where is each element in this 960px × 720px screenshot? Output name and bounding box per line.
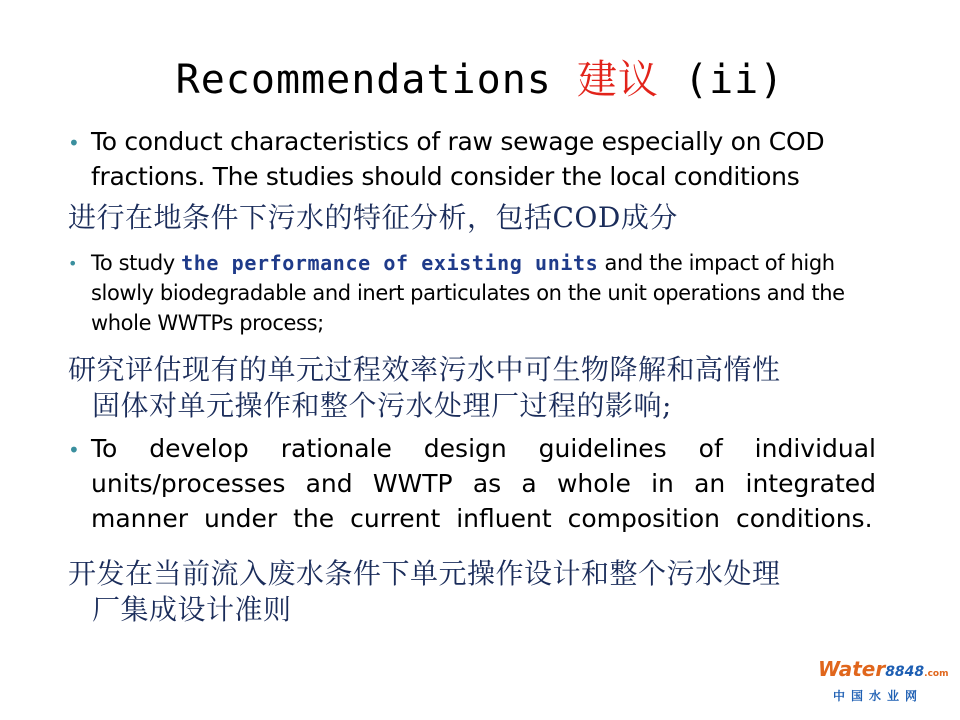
chinese-line-3a: 开发在当前流入废水条件下单元操作设计和整个污水处理 xyxy=(68,557,781,590)
bullet-dot-icon: • xyxy=(68,438,80,462)
bullet-text: To conduct characteristics of raw sewage especially on COD fractions. The studies should consider the local conditions xyxy=(91,127,825,191)
chinese-line-3 xyxy=(68,556,878,628)
bullet-item-1 xyxy=(68,124,876,194)
watermark-logo xyxy=(818,657,949,704)
bullet-text-post: and the impact of high slowly biodegradable and inert particulates on the unit operations and the whole WWTPs process; xyxy=(91,251,845,335)
bullet-dot-icon: • xyxy=(68,131,80,155)
bullet-text: To develop rationale design guidelines of individual units/processes and WWTP as a whole in an integrated manner under the current influent composition conditions. xyxy=(91,434,876,533)
logo-domain: .com xyxy=(924,669,949,679)
chinese-line-2a: 研究评估现有的单元过程效率污水中可生物降解和高惰性 xyxy=(68,353,781,386)
bullet-text xyxy=(91,248,876,338)
chinese-line-3b: 厂集成设计准则 xyxy=(92,593,292,626)
bullet-item-2 xyxy=(68,248,876,338)
slide-title xyxy=(0,48,960,105)
logo-number: 8848 xyxy=(885,664,925,680)
logo-wordmark xyxy=(818,657,949,685)
chinese-line-2 xyxy=(68,352,878,424)
chinese-line-2b: 固体对单元操作和整个污水处理厂过程的影响; xyxy=(92,389,672,422)
title-suffix: (ii) xyxy=(658,57,785,103)
title-english: Recommendations xyxy=(175,57,577,103)
bullet-item-3 xyxy=(68,431,876,536)
bullet-dot-icon: • xyxy=(68,254,78,273)
title-chinese: 建议 xyxy=(576,57,659,103)
logo-water: Water xyxy=(818,657,886,681)
chinese-line-1: 进行在地条件下污水的特征分析，包括COD成分 xyxy=(68,201,678,234)
bullet-text-pre: To study xyxy=(91,251,182,275)
logo-chinese: 中国水业网 xyxy=(832,689,923,703)
bullet-text-highlight: the performance of existing units xyxy=(181,251,599,275)
